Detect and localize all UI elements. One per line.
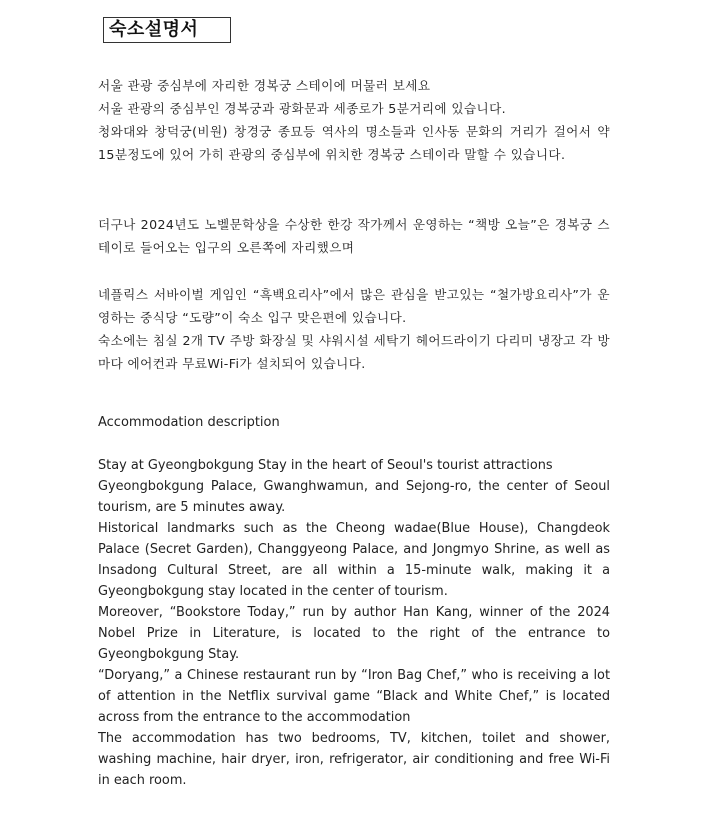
korean-line: 청와대와 창덕궁(비원) 창경궁 종묘등 역사의 명소들과 인사동 문화의 거리가 걸어서 약 15분정도에 있어 가히 관광의 중심부에 위치한 경복궁 스테이라 말할 수 있습니다. [98, 124, 610, 162]
korean-line: 숙소에는 침실 2개 TV 주방 화장실 및 샤워시설 세탁기 헤어드라이기 다리미 냉장고 각 방마다 에어컨과 무료Wi-Fi가 설치되어 있습니다. [98, 333, 610, 371]
document-title: 숙소설명서 [103, 17, 231, 43]
english-paragraph: Gyeongbokgung Palace, Gwanghwamun, and Sejong-ro, the center of Seoul tourism, are 5 minutes away. [98, 479, 610, 515]
korean-paragraph-restaurant [98, 283, 610, 375]
english-description [98, 455, 610, 791]
korean-line: 서울 관광의 중심부인 경복궁과 광화문과 세종로가 5분거리에 있습니다. [98, 101, 507, 116]
english-paragraph: “Doryang,” a Chinese restaurant run by “Iron Bag Chef,” who is receiving a lot of attention in the Netflix survival game “Black and White Chef,” is located across from the entrance to the accommodation [98, 668, 610, 725]
english-paragraph: Moreover, “Bookstore Today,” run by author Han Kang, winner of the 2024 Nobel Prize in Literature, is located to the right of the entrance to Gyeongbokgung Stay. [98, 605, 610, 662]
english-paragraph: Stay at Gyeongbokgung Stay in the heart of Seoul's tourist attractions [98, 458, 553, 473]
korean-paragraph-bookstore [98, 213, 610, 259]
korean-line: 서울 관광 중심부에 자리한 경복궁 스테이에 머물러 보세요 [98, 78, 431, 93]
korean-line: 더구나 2024년도 노벨문학상을 수상한 한강 작가께서 운영하는 “책방 오늘”은 경복궁 스테이로 들어오는 입구의 오른쪽에 자리했으며 [98, 217, 610, 255]
korean-paragraph-intro [98, 74, 610, 166]
english-paragraph: The accommodation has two bedrooms, TV, kitchen, toilet and shower, washing machine, hair dryer, iron, refrigerator, air conditioning and free Wi-Fi in each room. [98, 731, 610, 788]
english-paragraph: Historical landmarks such as the Cheong wadae(Blue House), Changdeok Palace (Secret Garden), Changgyeong Palace, and Jongmyo Shrine, as well as Insadong Cultural Street, are all within a 15-minute walk, making it a Gyeongbokgung stay located in the center of tourism. [98, 521, 610, 599]
korean-line: 네플릭스 서바이벌 게임인 “흑백요리사”에서 많은 관심을 받고있는 “철가방요리사”가 운영하는 중식당 “도량”이 숙소 입구 맞은편에 있습니다. [98, 287, 610, 325]
english-heading: Accommodation description [98, 415, 280, 430]
